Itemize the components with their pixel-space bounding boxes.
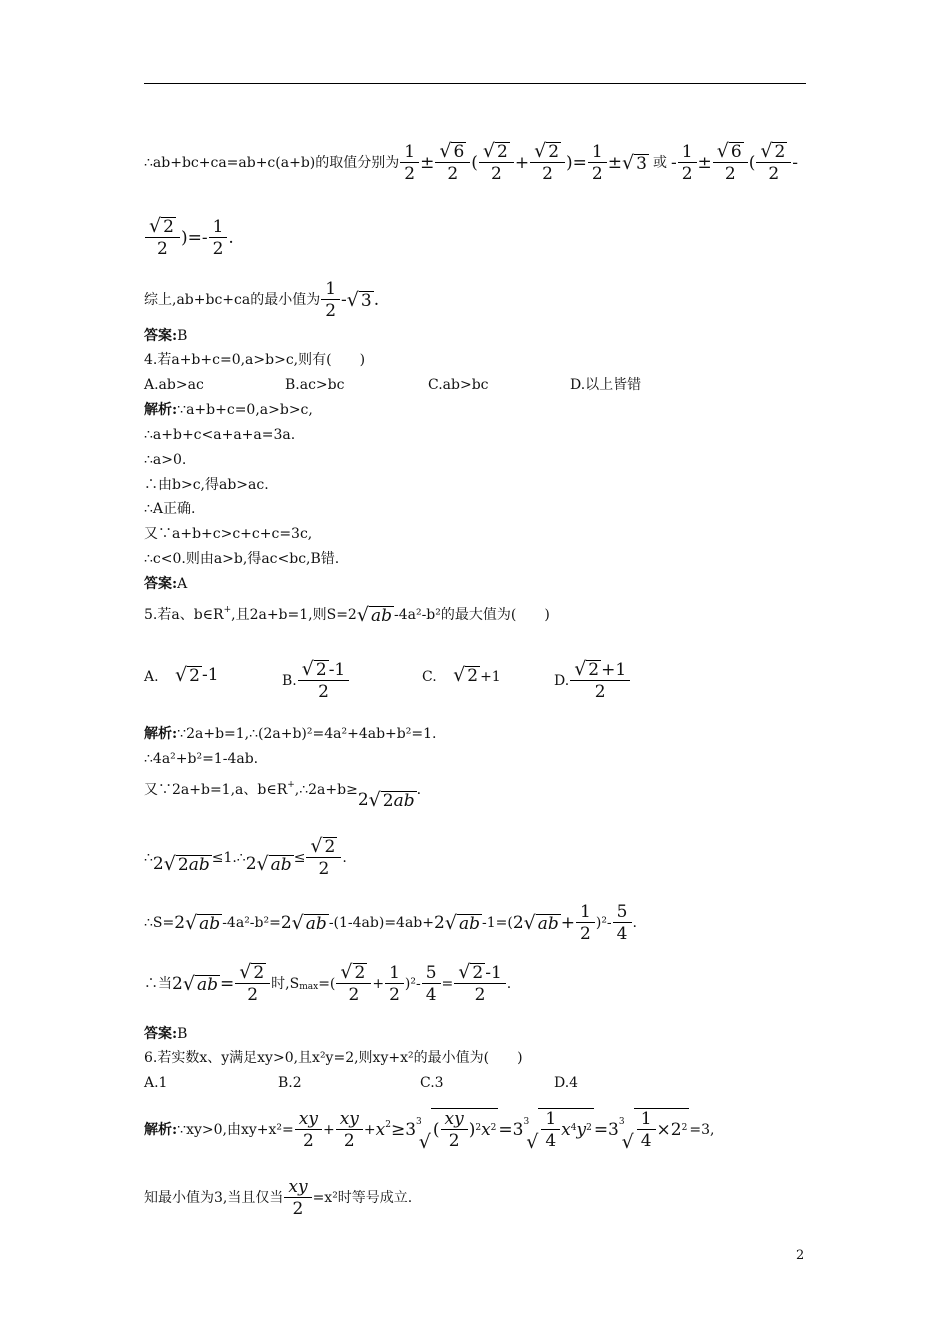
- q4-option-c: C.ab>bc: [428, 377, 489, 393]
- q6-option-d: D.4: [554, 1075, 579, 1091]
- q4-answer-line: [144, 575, 187, 593]
- q5-analysis-line-1: [144, 725, 436, 743]
- q5-stem-root: √ ab: [356, 604, 392, 626]
- analysis-label: 解析:: [144, 1122, 178, 1138]
- q5-analysis-line-6: ∴当 2 √ ab = √ 2 2 时,S max =( √ 2 2 + $\frac{1}{2}$ )²- $\frac{5}{4}$ = √ 2 -1 2 .: [144, 961, 512, 1005]
- q4-option-d: D.以上皆错: [570, 377, 642, 393]
- page-number: 2: [796, 1248, 805, 1263]
- analysis-label: 解析:: [144, 726, 178, 742]
- q5-analysis-line-5: ∴S= 2 √ ab -4a²-b²= 2 √ ab -(1-4ab)=4ab+ 2 √ ab -1=( 2 √ ab + $\frac{1}{2}$ )²- $\frac{5}{4}$ .: [144, 901, 637, 944]
- q3-value-formula: $\frac{1}{2}$ ± √ 6 2 ( √ 2 2 + √ 2 2 )= $\frac{1}{2}$ ± √ 3: [399, 141, 649, 185]
- q4-analysis-line-3: ∴a>0.: [144, 452, 187, 468]
- analysis-text: ∵a+b+c=0,a>b>c,: [177, 402, 313, 418]
- q5-analysis-line-4: ∴ 2 √ 2ab ≤1.∴ 2 √ ab ≤ √ 2 2 .: [144, 835, 347, 879]
- q3-value-line-2: [144, 212, 234, 264]
- q5-option-c: C. √ 2 +1: [422, 664, 501, 686]
- q6-stem: 6.若实数x、y满足xy>0,且x²y=2,则xy+x²的最小值为( ): [144, 1050, 523, 1066]
- q6-option-a: A.1: [144, 1075, 168, 1091]
- q3-value-formula-2: - $\frac{1}{2}$ ± √ 6 2 ( √ 2 2 -: [670, 140, 799, 184]
- q5-option-b: B. √ 2 -1 2: [282, 659, 350, 703]
- q4-analysis-line-4: ∴由b>c,得ab>ac.: [144, 477, 269, 493]
- answer-label: 答案:: [144, 1026, 178, 1042]
- q3-value-line: [144, 137, 798, 189]
- answer-value: A: [177, 576, 188, 592]
- q4-analysis-line-6: 又∵a+b+c>c+c+c=3c,: [144, 526, 313, 542]
- q4-analysis-line-5: ∴A正确.: [144, 501, 196, 517]
- answer-value: B: [177, 1026, 188, 1042]
- header-rule: [144, 83, 806, 84]
- answer-value: B: [177, 328, 188, 344]
- q5-stem-a: 5.若a、b∈R: [144, 607, 224, 623]
- q5-stem: 5.若a、b∈R + ,且2a+b=1,则S=2 √ ab -4a²-b²的最大值为( ): [144, 604, 550, 626]
- q4-option-b: B.ac>bc: [285, 377, 345, 393]
- q5-option-a: A. √ 2 -1: [144, 664, 219, 686]
- analysis-text: ∵2a+b=1,∴(2a+b)²=4a²+4ab+b²=1.: [177, 726, 437, 742]
- q3-summary-text: 综上,ab+bc+ca的最小值为: [144, 292, 321, 308]
- q4-analysis-line-7: ∴c<0.则由a>b,得ac<bc,B错.: [144, 551, 340, 567]
- q6-option-c: C.3: [420, 1075, 444, 1091]
- q6-analysis-line-2: 知最小值为3,当且仅当 $\frac{xy}{2}$ =x²时等号成立.: [144, 1176, 413, 1219]
- q3-summary-line: [144, 276, 379, 324]
- q3-value-formula-3: √ 2 2 )=- $\frac{1}{2}$ .: [144, 216, 234, 260]
- q3-summary-formula: $\frac{1}{2}$ - √ 3 .: [320, 279, 379, 322]
- q5-stem-c: -4a²-b²的最大值为( ): [393, 607, 550, 623]
- answer-label: 答案:: [144, 328, 178, 344]
- q6-options: [144, 1074, 806, 1092]
- q5-answer-line: [144, 1025, 187, 1043]
- q5-analysis-line-3: 又∵2a+b=1,a、b∈R + ,∴2a+b≥ 2 √ 2ab .: [144, 780, 422, 811]
- q3-value-prefix: ∴ab+bc+ca=ab+c(a+b)的取值分别为: [144, 155, 400, 171]
- q3-answer-line: [144, 327, 187, 345]
- analysis-label: 解析:: [144, 402, 178, 418]
- q6-analysis-line-1: 解析: ∵xy>0,由xy+x²= $\frac{xy}{2}$ + $\frac{xy}{2}$ + x 2 ≥3 3 √ ( $\frac{xy}{2}$ )$^2x^2$ =3 3 √ $\frac{1}{4}$ $x^4y^2$ =3 3 √ $\frac{1}{4}$ $\times 2^2$ =3,: [144, 1108, 715, 1153]
- q6-option-b: B.2: [278, 1075, 302, 1091]
- q4-options: [144, 376, 806, 394]
- q3-huo: 或: [652, 155, 667, 171]
- q5-options: [144, 659, 806, 711]
- q5-stem-b: ,且2a+b=1,则S=2: [231, 607, 357, 623]
- q4-stem: 4.若a+b+c=0,a>b>c,则有( ): [144, 352, 366, 368]
- q4-analysis-line-1: [144, 401, 313, 419]
- q4-option-a: A.ab>ac: [144, 377, 204, 393]
- answer-label: 答案:: [144, 576, 178, 592]
- q5-option-d: D. √ 2 +1 2: [554, 659, 631, 703]
- q5-analysis-line-2: ∴4a²+b²=1-4ab.: [144, 751, 259, 767]
- q4-analysis-line-2: ∴a+b+c<a+a+a=3a.: [144, 427, 296, 443]
